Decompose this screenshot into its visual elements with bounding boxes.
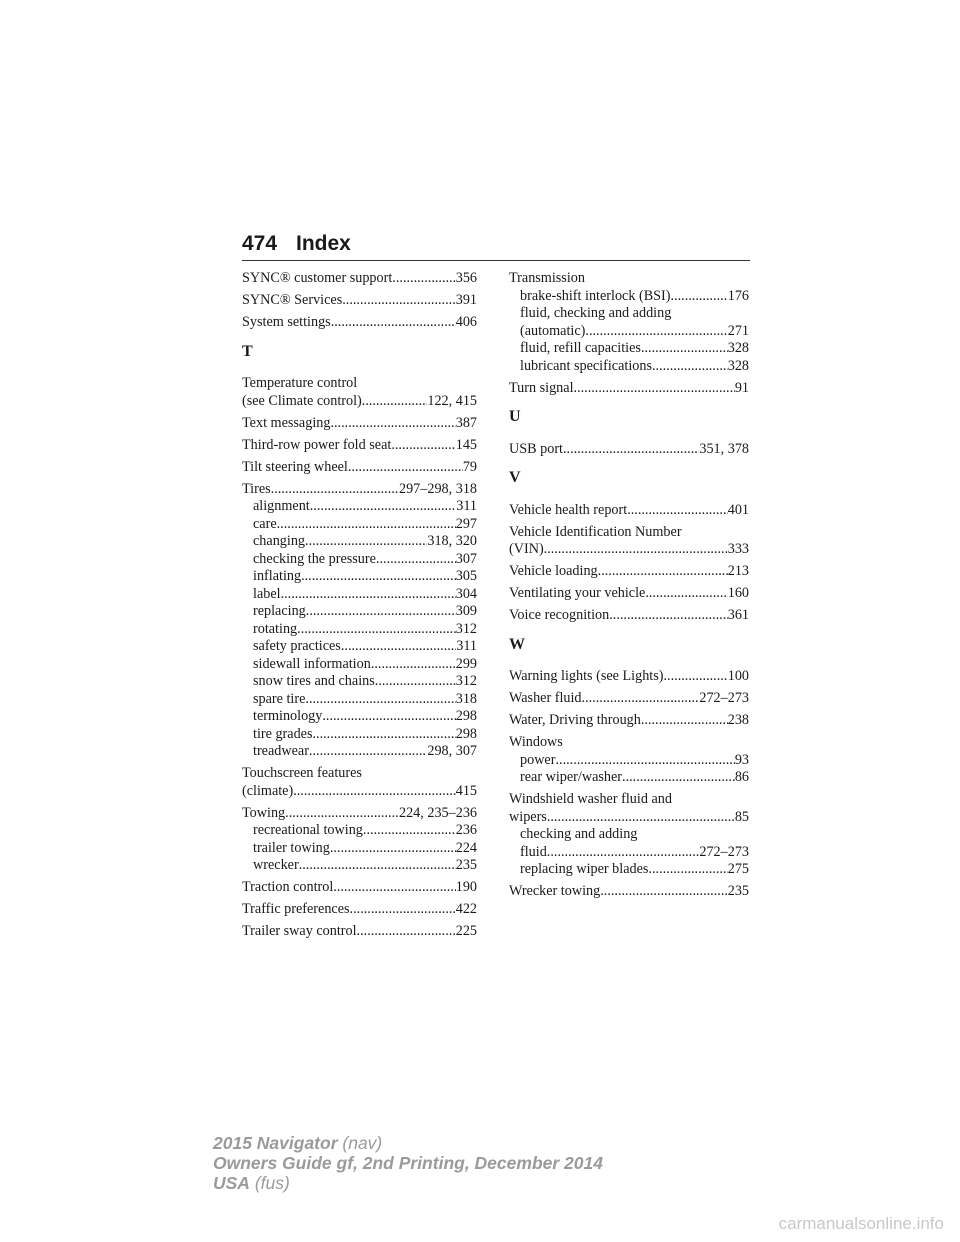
index-entry: [242, 481, 477, 761]
dot-leader: [348, 459, 463, 477]
entry-label: Ventilating your vehicle: [509, 585, 646, 601]
index-entry-line: [242, 375, 477, 393]
entry-label: care: [253, 515, 277, 532]
index-entry: [509, 712, 749, 730]
entry-page-ref: 351, 378: [699, 440, 749, 457]
index-entry-line: [509, 690, 749, 708]
dot-leader: [285, 805, 399, 823]
entry-label: Traffic preferences: [242, 901, 350, 917]
index-entry-line: [509, 883, 749, 901]
index-entry: [509, 524, 749, 559]
index-entry: [242, 901, 477, 919]
entry-label: rotating: [253, 620, 298, 637]
entry-page-ref: 235: [455, 857, 477, 873]
entry-page-ref: 271: [727, 322, 749, 339]
entry-page-ref: 272–273: [699, 843, 749, 860]
entry-page-ref: 391: [455, 292, 477, 308]
dot-leader: [305, 691, 455, 709]
entry-page-ref: 305: [455, 568, 477, 584]
index-subentry-line: [242, 743, 477, 761]
entry-page-ref: 422: [455, 901, 477, 917]
entry-label: recreational towing: [253, 822, 363, 838]
index-subentry-line: [509, 305, 749, 323]
entry-label: sidewall information: [253, 655, 371, 672]
entry-label: System settings: [242, 314, 331, 330]
footer-market-code: (fus): [254, 1173, 290, 1193]
dot-leader: [310, 498, 456, 516]
index-entry-line: [509, 270, 749, 288]
dot-leader: [648, 861, 727, 879]
entry-page-ref: 297–298, 318: [398, 480, 477, 497]
entry-page-ref: 361: [727, 607, 749, 623]
index-column-left: [242, 270, 477, 945]
entry-label: (see Climate control): [242, 392, 362, 409]
dot-leader: [652, 358, 728, 376]
entry-label: Traction control: [242, 879, 334, 895]
entry-page-ref: 190: [455, 879, 477, 895]
dot-leader: [555, 752, 734, 770]
index-subentry-line: [242, 551, 477, 569]
dot-leader: [547, 809, 735, 827]
index-subentry-line: [509, 769, 749, 787]
index-entry-line: [242, 783, 477, 801]
entry-page-ref: 311: [456, 638, 477, 654]
index-subentry-line: [242, 857, 477, 875]
index-entry: [242, 314, 477, 332]
entry-label: Windows: [509, 734, 563, 750]
index-subentry-line: [509, 288, 749, 306]
dot-leader: [330, 840, 456, 858]
dot-leader: [350, 901, 456, 919]
index-entry-line: [242, 765, 477, 783]
index-subentry-line: [242, 656, 477, 674]
entry-page-ref: 328: [727, 340, 749, 356]
index-subentry-line: [242, 638, 477, 656]
page-header: [242, 232, 750, 262]
dot-leader: [391, 437, 455, 455]
dot-leader: [574, 380, 735, 398]
entry-label: spare tire: [253, 690, 306, 707]
entry-label: alignment: [253, 498, 310, 514]
dot-leader: [582, 690, 700, 708]
footer-line-2: Owners Guide gf, 2nd Printing, December 2014: [213, 1153, 603, 1173]
index-subentry-line: [242, 673, 477, 691]
entry-label: Turn signal: [509, 379, 574, 396]
entry-label: label: [253, 585, 281, 602]
entry-page-ref: 401: [727, 501, 749, 518]
entry-label: checking the pressure: [253, 550, 376, 567]
dot-leader: [341, 638, 456, 656]
entry-label: Towing: [242, 804, 286, 821]
entry-page-ref: 272–273: [699, 690, 749, 706]
index-entry: [242, 437, 477, 455]
entry-page-ref: 86: [734, 769, 749, 785]
entry-label: lubricant specifications: [520, 357, 652, 374]
dot-leader: [627, 502, 728, 520]
entry-page-ref: 235: [727, 883, 749, 899]
index-entry: [242, 923, 477, 941]
entry-label: treadwear: [253, 743, 309, 759]
entry-label: Voice recognition: [509, 607, 610, 623]
dot-leader: [293, 783, 456, 801]
entry-page-ref: 312: [455, 673, 477, 689]
dot-leader: [371, 656, 456, 674]
entry-label: SYNC® Services: [242, 292, 343, 308]
entry-label: Text messaging: [242, 414, 331, 431]
entry-label: wipers: [509, 808, 547, 825]
index-entry: [509, 791, 749, 879]
entry-page-ref: 93: [734, 751, 749, 768]
footer-market: USA: [213, 1173, 250, 1193]
entry-page-ref: 309: [455, 603, 477, 619]
entry-label: safety practices: [253, 638, 341, 654]
index-entry: [509, 563, 749, 581]
entry-label: power: [520, 751, 556, 768]
index-subentry-line: [242, 691, 477, 709]
entry-label: fluid, checking and adding: [520, 305, 672, 321]
dot-leader: [363, 822, 456, 840]
entry-label: Temperature control: [242, 375, 358, 391]
entry-page-ref: 328: [727, 357, 749, 374]
dot-leader: [375, 673, 456, 691]
document-footer: [213, 1133, 603, 1193]
entry-page-ref: 224: [455, 839, 477, 856]
index-subentry-line: [509, 340, 749, 358]
entry-page-ref: 79: [462, 458, 477, 475]
index-entry-line: [509, 668, 749, 686]
index-section-letter: U: [509, 408, 521, 425]
entry-label: changing: [253, 533, 306, 549]
dot-leader: [357, 923, 456, 941]
entry-label: SYNC® customer support: [242, 270, 393, 286]
index-entry-line: [242, 459, 477, 477]
entry-page-ref: 238: [727, 712, 749, 728]
entry-page-ref: 333: [727, 541, 749, 557]
entry-page-ref: 304: [455, 585, 477, 602]
index-entry-line: [242, 879, 477, 897]
entry-page-ref: 160: [727, 585, 749, 601]
entry-page-ref: 85: [734, 808, 749, 825]
entry-page-ref: 415: [455, 782, 477, 799]
dot-leader: [600, 883, 728, 901]
index-entry: [242, 270, 477, 288]
entry-page-ref: 307: [455, 550, 477, 567]
index-entry-line: [509, 502, 749, 520]
index-entry-line: [242, 437, 477, 455]
index-entry: [509, 607, 749, 625]
dot-leader: [645, 585, 727, 603]
index-entry-line: [509, 734, 749, 752]
index-entry: [242, 879, 477, 897]
index-entry-line: [509, 441, 749, 459]
header-rule: [242, 260, 750, 261]
dot-leader: [664, 668, 728, 686]
entry-label: brake-shift interlock (BSI): [520, 287, 671, 304]
index-subentry-line: [242, 568, 477, 586]
dot-leader: [598, 563, 728, 581]
index-entry: [509, 380, 749, 398]
index-entry-line: [509, 712, 749, 730]
entry-label: (VIN): [509, 541, 544, 557]
entry-page-ref: 297: [455, 515, 477, 532]
index-subentry-line: [509, 861, 749, 879]
index-entry-line: [509, 563, 749, 581]
dot-leader: [392, 270, 455, 288]
entry-page-ref: 236: [455, 822, 477, 838]
dot-leader: [301, 568, 456, 586]
entry-label: trailer towing: [253, 839, 330, 856]
entry-page-ref: 312: [455, 620, 477, 637]
dot-leader: [585, 323, 727, 341]
entry-label: rear wiper/washer: [520, 769, 623, 785]
index-entry-line: [509, 607, 749, 625]
dot-leader: [306, 603, 456, 621]
index-entry: [509, 502, 749, 520]
index-subentry-line: [242, 533, 477, 551]
index-entry-line: [242, 292, 477, 310]
index-entry-line: [509, 524, 749, 542]
dot-leader: [622, 769, 735, 787]
index-subentry-line: [242, 516, 477, 534]
entry-page-ref: 318, 320: [427, 533, 477, 549]
index-entry-line: [242, 270, 477, 288]
index-entry: [509, 441, 749, 459]
index-entry: [242, 292, 477, 310]
entry-page-ref: 213: [727, 563, 749, 579]
entry-label: Trailer sway control: [242, 923, 357, 939]
dot-leader: [609, 607, 728, 625]
entry-page-ref: 356: [455, 270, 477, 286]
entry-page-ref: 406: [455, 314, 477, 330]
entry-label: fluid, refill capacities: [520, 340, 641, 356]
dot-leader: [277, 516, 456, 534]
index-section-letter: V: [509, 469, 521, 486]
dot-leader: [312, 726, 455, 744]
dot-leader: [671, 288, 728, 306]
entry-label: Washer fluid: [509, 690, 582, 706]
index-entry-line: [242, 923, 477, 941]
footer-model: 2015 Navigator: [213, 1133, 338, 1153]
entry-page-ref: 299: [455, 655, 477, 672]
index-subentry-line: [509, 752, 749, 770]
index-entry: [509, 585, 749, 603]
entry-page-ref: 100: [727, 668, 749, 684]
index-entry: [242, 765, 477, 800]
dot-leader: [309, 743, 427, 761]
index-entry-line: [509, 541, 749, 559]
index-entry: [242, 805, 477, 875]
entry-label: Vehicle loading: [509, 563, 598, 579]
index-entry-line: [509, 585, 749, 603]
entry-label: Water, Driving through: [509, 712, 641, 728]
index-subentry-line: [242, 498, 477, 516]
entry-label: wrecker: [253, 857, 299, 873]
footer-line-3: [213, 1173, 603, 1193]
page-title: Index: [296, 232, 351, 255]
entry-label: USB port: [509, 440, 563, 457]
index-entry: [509, 690, 749, 708]
index-entry: [242, 459, 477, 477]
dot-leader: [297, 621, 456, 639]
index-entry: [242, 375, 477, 410]
entry-label: Warning lights (see Lights): [509, 668, 664, 684]
entry-page-ref: 298: [455, 725, 477, 742]
index-entry: [509, 270, 749, 375]
entry-label: (climate): [242, 782, 294, 799]
entry-page-ref: 224, 235–236: [398, 804, 477, 821]
index-entry: [509, 883, 749, 901]
entry-label: Windshield washer fluid and: [509, 791, 672, 807]
index-entry-line: [509, 809, 749, 827]
entry-label: snow tires and chains: [253, 673, 375, 689]
entry-page-ref: 176: [727, 287, 749, 304]
footer-model-code: (nav): [342, 1133, 383, 1153]
index-subentry-line: [242, 708, 477, 726]
entry-label: Tilt steering wheel: [242, 458, 348, 475]
index-entry-line: [242, 415, 477, 433]
index-column-right: [509, 270, 749, 905]
index-subentry-line: [242, 726, 477, 744]
index-entry: [509, 668, 749, 686]
index-subentry-line: [509, 358, 749, 376]
index-subentry-line: [242, 822, 477, 840]
index-section-letter: W: [509, 635, 525, 653]
dot-leader: [271, 481, 399, 499]
dot-leader: [322, 708, 455, 726]
index-entry: [509, 734, 749, 787]
index-entry-line: [242, 805, 477, 823]
entry-label: checking and adding: [520, 826, 638, 842]
entry-label: Touchscreen features: [242, 765, 362, 781]
dot-leader: [333, 879, 455, 897]
entry-page-ref: 311: [456, 498, 477, 514]
index-entry-line: [242, 481, 477, 499]
dot-leader: [376, 551, 456, 569]
entry-page-ref: 387: [455, 414, 477, 431]
dot-leader: [331, 314, 456, 332]
index-entry-line: [242, 314, 477, 332]
index-subentry-line: [242, 603, 477, 621]
entry-label: Tires: [242, 480, 271, 497]
dot-leader: [330, 415, 455, 433]
entry-label: Vehicle Identification Number: [509, 523, 682, 540]
entry-label: fluid: [520, 843, 547, 860]
index-subentry-line: [242, 840, 477, 858]
entry-page-ref: 91: [734, 379, 749, 396]
index-entry: [242, 415, 477, 433]
dot-leader: [299, 857, 456, 875]
page-number: 474: [242, 232, 278, 255]
dot-leader: [305, 533, 427, 551]
entry-label: replacing: [253, 603, 306, 619]
entry-label: tire grades: [253, 725, 313, 742]
entry-label: Wrecker towing: [509, 883, 601, 899]
watermark-text: carmanualsonline.info: [778, 1214, 944, 1233]
entry-page-ref: 298, 307: [427, 743, 477, 759]
entry-page-ref: 318: [455, 690, 477, 707]
index-entry-line: [242, 901, 477, 919]
entry-page-ref: 145: [455, 436, 477, 453]
entry-label: replacing wiper blades: [520, 861, 649, 877]
index-entry-line: [509, 380, 749, 398]
dot-leader: [641, 712, 728, 730]
dot-leader: [547, 844, 700, 862]
index-entry-line: [509, 791, 749, 809]
dot-leader: [281, 586, 456, 604]
entry-page-ref: 225: [455, 923, 477, 939]
footer-line-1: [213, 1133, 603, 1153]
dot-leader: [563, 441, 699, 459]
entry-label: Transmission: [509, 270, 585, 286]
index-subentry-line: [509, 323, 749, 341]
entry-label: (automatic): [520, 322, 586, 339]
entry-page-ref: 275: [727, 861, 749, 877]
entry-label: inflating: [253, 568, 302, 584]
entry-page-ref: 298: [455, 708, 477, 724]
entry-label: Third-row power fold seat: [242, 436, 392, 453]
dot-leader: [342, 292, 455, 310]
index-section-letter: T: [242, 342, 253, 360]
index-subentry-line: [242, 586, 477, 604]
index-entry-line: [242, 393, 477, 411]
entry-page-ref: 122, 415: [427, 392, 477, 409]
index-subentry-line: [242, 621, 477, 639]
index-subentry-line: [509, 844, 749, 862]
dot-leader: [641, 340, 728, 358]
dot-leader: [362, 393, 428, 411]
dot-leader: [544, 541, 728, 559]
entry-label: Vehicle health report: [509, 501, 628, 518]
index-subentry-line: [509, 826, 749, 844]
entry-label: terminology: [253, 708, 323, 724]
